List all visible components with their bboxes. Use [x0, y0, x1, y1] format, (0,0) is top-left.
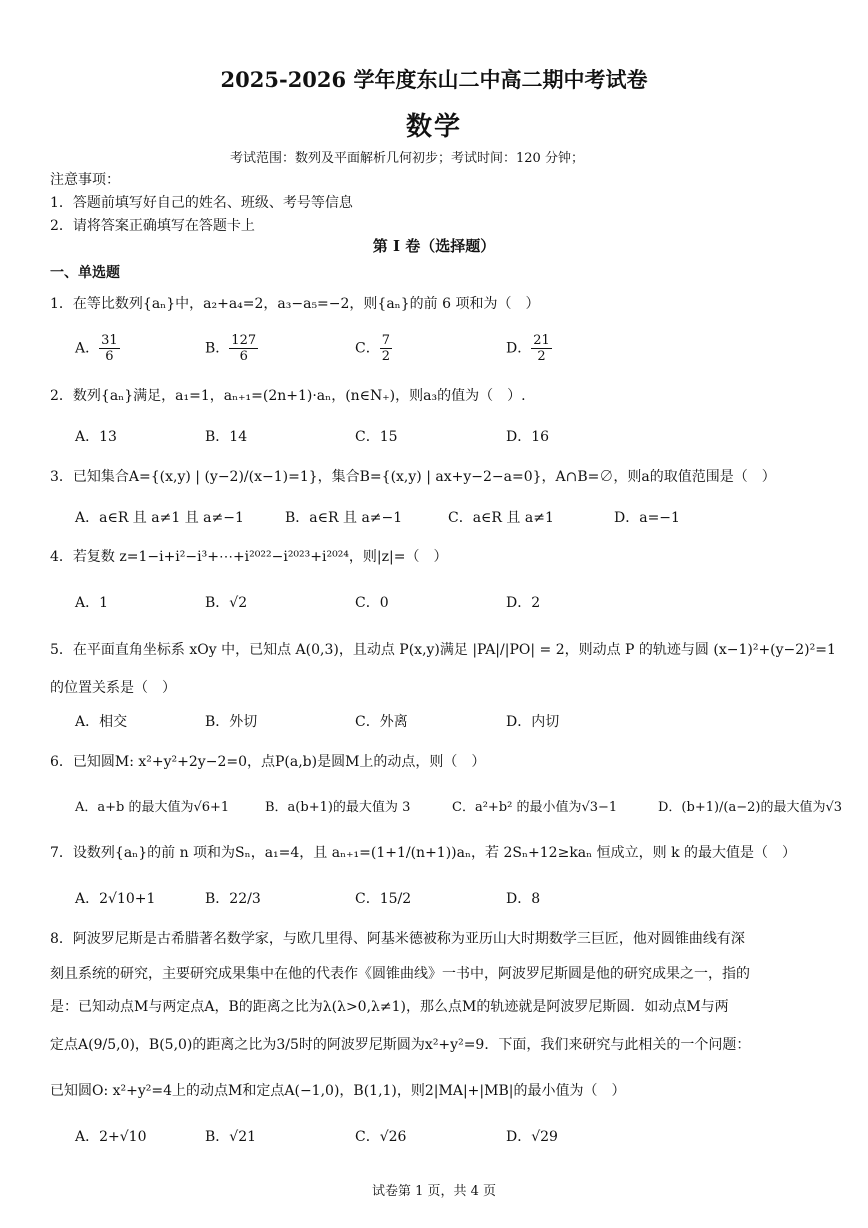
question-8-line: 刻且系统的研究，主要研究成果集中在他的代表作《圆锥曲线》一书中，阿波罗尼斯圆是他的研究成果之一，指的 — [50, 966, 750, 982]
question-3-option-a: A．a∈R 且 a≠1 且 a≠−1 — [75, 510, 244, 526]
question-6-option-c: C．a²+b² 的最小值为√3−1 — [452, 800, 618, 815]
question-2-option-a: A．13 — [75, 429, 117, 445]
question-8-line: 8．阿波罗尼斯是古希腊著名数学家，与欧几里得、阿基米德被称为亚历山大时期数学三巨匠，他对圆锥曲线有深 — [50, 931, 745, 947]
question-4-option-c: C．0 — [355, 595, 389, 611]
question-7-option-d: D．8 — [506, 891, 541, 907]
question-7-option-b: B．22/3 — [205, 891, 261, 907]
question-8-line: 已知圆O: x²+y²=4上的动点M和定点A(−1,0)，B(1,1)，则2|MA|+|MB|的最小值为（ ） — [50, 1083, 626, 1099]
question-3-option-d: D．a=−1 — [614, 510, 680, 526]
question-1-option-d: D． $\frac{21}{2}$ — [506, 333, 550, 364]
question-1-stem: 1．在等比数列{aₙ}中，a₂+a₄=2，a₃−a₅=−2，则{aₙ}的前 6 项和为（ ） — [50, 296, 540, 312]
note-item: 1．答题前填写好自己的姓名、班级、考号等信息 — [50, 195, 353, 211]
question-6-option-d: D．(b+1)/(a−2)的最大值为√3 — [658, 800, 843, 815]
question-5-option-a: A．相交 — [75, 714, 128, 730]
question-4-stem: 4．若复数 z=1−i+i²−i³+⋯+i²⁰²²−i²⁰²³+i²⁰²⁴，则|z|=（ ） — [50, 549, 448, 565]
question-5-option-b: B．外切 — [205, 714, 258, 730]
question-8-line: 是：已知动点M与两定点A，B的距离之比为λ(λ>0,λ≠1)，那么点M的轨迹就是阿波罗尼斯圆．如动点M与两 — [50, 999, 729, 1015]
question-2-stem: 2．数列{aₙ}满足，a₁=1，aₙ₊₁=(2n+1)·aₙ，(n∈N₊)，则a₃的值为（ ）. — [50, 388, 526, 404]
page-footer: 试卷第 1 页，共 4 页 — [371, 1184, 497, 1199]
question-5-stem: 5．在平面直角坐标系 xOy 中，已知点 A(0,3)，且动点 P(x,y)满足 |PA|/|PO| = 2，则动点 P 的轨迹与圆 (x−1)²+(y−2)²=1 — [50, 642, 836, 658]
question-3-option-c: C．a∈R 且 a≠1 — [448, 510, 554, 526]
question-8-option-b: B．√21 — [205, 1129, 257, 1145]
question-5-stem-continued: 的位置关系是（ ） — [50, 680, 176, 696]
question-4-option-b: B．√2 — [205, 595, 248, 611]
question-6-option-a: A．a+b 的最大值为√6+1 — [75, 800, 230, 815]
question-3-stem: 3．已知集合A={(x,y) | (y−2)/(x−1)=1}，集合B={(x,y) | ax+y−2−a=0}，A∩B=∅，则a的取值范围是（ ） — [50, 469, 776, 485]
subject-title: 数学 — [405, 112, 462, 142]
question-7-option-a: A．2√10+1 — [75, 891, 156, 907]
section-title: 第 I 卷（选择题） — [372, 237, 496, 255]
part-title: 一、单选题 — [50, 265, 120, 281]
note-item: 2．请将答案正确填写在答题卡上 — [50, 218, 255, 234]
question-1-option-b: B． $\frac{127}{6}$ — [205, 333, 257, 364]
question-6-stem: 6．已知圆M: x²+y²+2y−2=0，点P(a,b)是圆M上的动点，则（ ） — [50, 754, 486, 770]
question-5-option-c: C．外离 — [355, 714, 408, 730]
question-2-option-d: D．16 — [506, 429, 550, 445]
question-2-option-c: C．15 — [355, 429, 398, 445]
question-8-option-d: D．√29 — [506, 1129, 558, 1145]
question-5-option-d: D．内切 — [506, 714, 560, 730]
question-8-option-a: A．2+√10 — [75, 1129, 147, 1145]
question-7-stem: 7．设数列{aₙ}的前 n 项和为Sₙ，a₁=4，且 aₙ₊₁=(1+1/(n+1))aₙ，若 2Sₙ+12≥kaₙ 恒成立，则 k 的最大值是（ ） — [50, 845, 797, 861]
question-3-option-b: B．a∈R 且 a≠−1 — [285, 510, 403, 526]
question-7-option-c: C．15/2 — [355, 891, 412, 907]
question-2-option-b: B．14 — [205, 429, 248, 445]
question-1-option-a: A． $\frac{31}{6}$ — [75, 333, 118, 364]
question-1-option-c: C． $\frac{7}{2}$ — [355, 333, 390, 364]
exam-scope: 考试范围：数列及平面解析几何初步；考试时间：120 分钟； — [230, 151, 584, 166]
question-4-option-a: A．1 — [75, 595, 109, 611]
question-4-option-d: D．2 — [506, 595, 541, 611]
question-8-option-c: C．√26 — [355, 1129, 407, 1145]
question-8-line: 定点A(9/5,0)，B(5,0)的距离之比为3/5时的阿波罗尼斯圆为x²+y²=9．下面，我们来研究与此相关的一个问题： — [50, 1037, 751, 1053]
notes-heading: 注意事项： — [50, 172, 120, 188]
exam-title: 2025-2026 学年度东山二中高二期中考试卷 — [220, 67, 648, 92]
question-6-option-b: B．a(b+1)的最大值为 3 — [265, 800, 411, 815]
